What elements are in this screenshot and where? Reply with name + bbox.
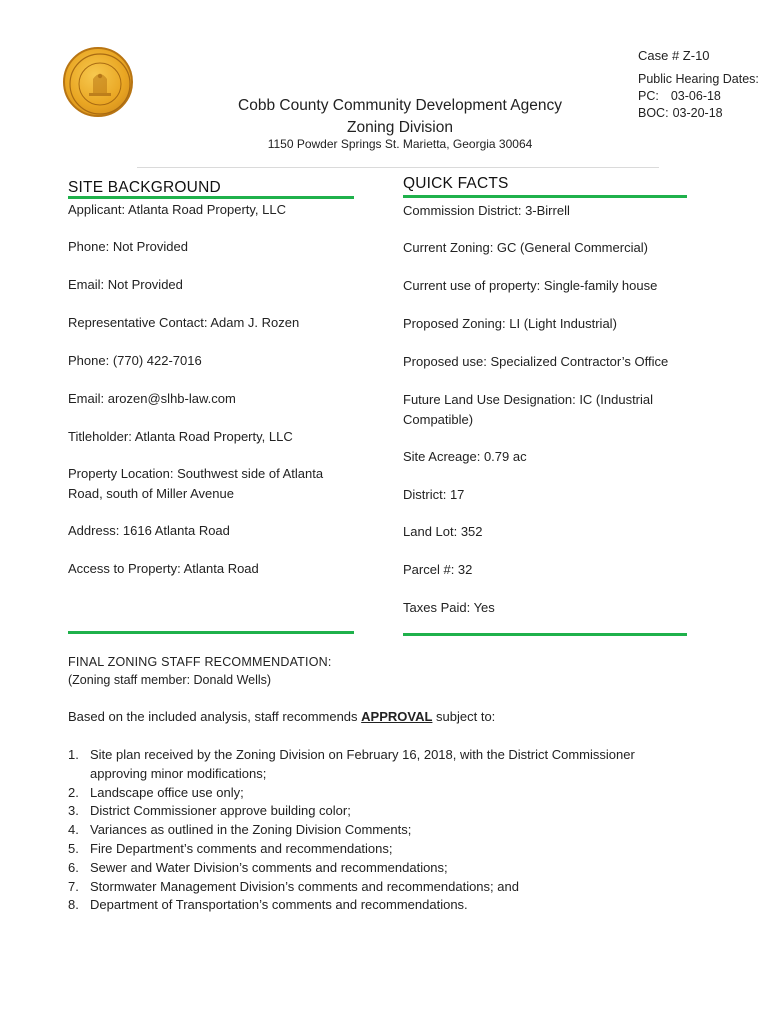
property-location-line-1: Property Location: Southwest side of Atlanta — [68, 466, 324, 481]
condition-item — [68, 878, 708, 897]
condition-text — [90, 896, 468, 915]
header-divider — [137, 167, 659, 168]
boc-date-row — [638, 105, 759, 122]
site-background-bottom-rule — [68, 631, 354, 634]
taxes-paid: Taxes Paid: Yes — [403, 600, 495, 615]
future-land-use — [403, 390, 653, 429]
agency-line-2: Zoning Division — [347, 119, 453, 136]
proposed-zoning: Proposed Zoning: LI (Light Industrial) — [403, 316, 617, 331]
condition-text-line: approving minor modifications; — [90, 765, 267, 781]
condition-text-line: Landscape office use only; — [90, 784, 244, 800]
condition-item — [68, 821, 708, 840]
condition-item — [68, 859, 708, 878]
staff-member: (Zoning staff member: Donald Wells) — [68, 673, 272, 687]
condition-number: 1. — [68, 747, 79, 762]
parcel-number: Parcel #: 32 — [403, 562, 473, 577]
recommendation-heading: FINAL ZONING STAFF RECOMMENDATION: — [68, 655, 332, 669]
condition-text-line: Sewer and Water Division’s comments and recommendations; — [90, 859, 448, 875]
applicant-email: Email: Not Provided — [68, 277, 183, 292]
condition-number: 4. — [68, 822, 79, 838]
condition-text-line: Stormwater Management Division’s comments and recommendations; and — [90, 878, 519, 894]
condition-number: 3. — [68, 803, 79, 819]
condition-text — [90, 802, 351, 821]
condition-item — [68, 784, 708, 803]
condition-item — [68, 746, 708, 784]
site-acreage: Site Acreage: 0.79 ac — [403, 449, 527, 464]
current-zoning: Current Zoning: GC (General Commercial) — [403, 240, 648, 255]
condition-item — [68, 840, 708, 859]
future-land-use-line-1: Future Land Use Designation: IC (Industrial — [403, 392, 654, 407]
boc-date: 03-20-18 — [672, 106, 723, 120]
condition-number: 2. — [68, 784, 79, 800]
site-background-title: SITE BACKGROUND — [68, 179, 221, 196]
pc-date-row — [638, 88, 759, 105]
hearing-dates-label: Public Hearing Dates: — [638, 72, 759, 86]
representative-contact: Representative Contact: Adam J. Rozen — [68, 315, 300, 330]
condition-text-line: Department of Transportation’s comments and recommendations. — [90, 897, 468, 913]
intro-after: subject to: — [432, 709, 496, 724]
representative-phone: Phone: (770) 422-7016 — [68, 353, 202, 368]
property-access: Access to Property: Atlanta Road — [68, 561, 259, 576]
land-lot: Land Lot: 352 — [403, 524, 483, 539]
applicant-phone: Phone: Not Provided — [68, 239, 188, 254]
condition-text — [90, 821, 411, 840]
approval-text: APPROVAL — [361, 709, 433, 724]
quick-facts-title: QUICK FACTS — [403, 175, 509, 192]
condition-text — [90, 784, 244, 803]
district: District: 17 — [403, 487, 465, 502]
cobb-county-seal-icon — [63, 47, 133, 117]
proposed-use: Proposed use: Specialized Contractor’s Office — [403, 354, 669, 369]
intro-before: Based on the included analysis, staff recommends — [68, 709, 362, 724]
condition-text — [90, 840, 393, 859]
condition-item — [68, 802, 708, 821]
condition-text — [90, 859, 448, 878]
boc-label: BOC: — [638, 106, 669, 120]
agency-address: 1150 Powder Springs St. Marietta, Georgia 30064 — [267, 137, 533, 151]
condition-item — [68, 896, 708, 915]
recommendation-conditions-list — [68, 746, 708, 915]
quick-facts-bottom-rule — [403, 633, 687, 636]
condition-number: 7. — [68, 878, 79, 894]
pc-label: PC: — [638, 89, 659, 103]
applicant: Applicant: Atlanta Road Property, LLC — [68, 202, 286, 217]
titleholder: Titleholder: Atlanta Road Property, LLC — [68, 429, 293, 444]
property-location — [68, 464, 323, 503]
condition-text-line: Fire Department’s comments and recommendations; — [90, 840, 393, 856]
condition-number: 8. — [68, 897, 79, 913]
property-location-line-2: Road, south of Miller Avenue — [68, 485, 234, 501]
agency-line-1: Cobb County Community Development Agency — [238, 97, 562, 114]
condition-text-line: Variances as outlined in the Zoning Division Comments; — [90, 822, 412, 838]
agency-name — [200, 95, 600, 139]
pc-date: 03-06-18 — [670, 89, 721, 103]
condition-text-line: District Commissioner approve building color; — [90, 803, 351, 819]
condition-text — [90, 746, 635, 784]
case-info — [638, 48, 759, 122]
site-background-top-rule — [68, 196, 354, 199]
seal-graphic — [65, 49, 135, 119]
recommendation-intro — [68, 709, 495, 724]
recommendation-heading-block — [68, 653, 332, 689]
condition-text-line: Site plan received by the Zoning Division on February 16, 2018, with the District Commissioner — [90, 747, 635, 762]
property-address: Address: 1616 Atlanta Road — [68, 523, 230, 538]
condition-number: 5. — [68, 840, 79, 856]
quick-facts-top-rule — [403, 195, 687, 198]
representative-email: Email: arozen@slhb-law.com — [68, 391, 236, 406]
future-land-use-line-2: Compatible) — [403, 411, 474, 427]
commission-district: Commission District: 3-Birrell — [403, 203, 570, 218]
current-use: Current use of property: Single-family house — [403, 278, 658, 293]
condition-number: 6. — [68, 859, 79, 875]
case-number: Case # Z-10 — [638, 48, 710, 63]
condition-text — [90, 878, 519, 897]
